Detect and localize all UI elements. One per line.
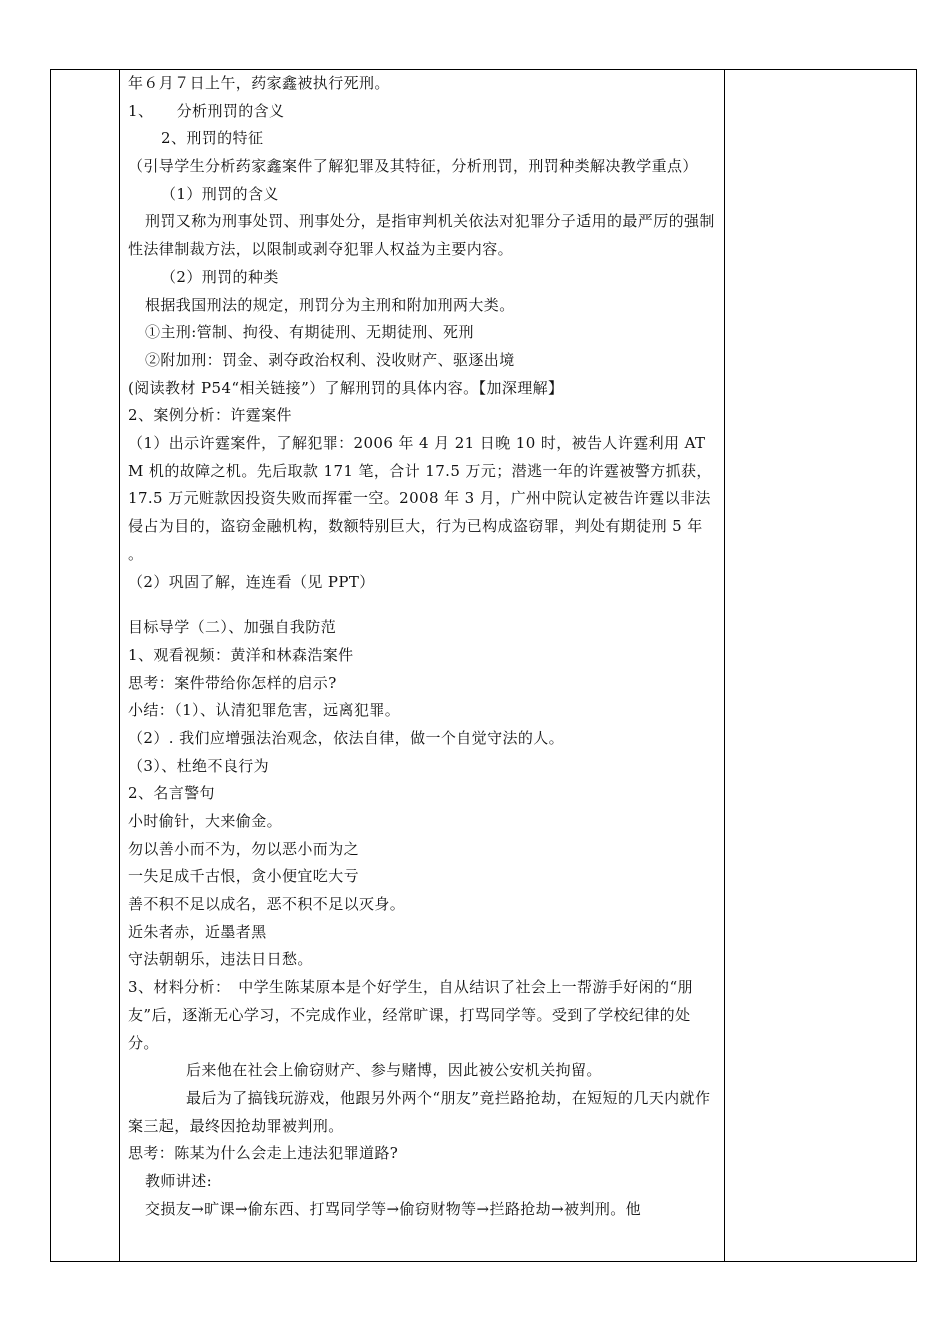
text-line: 勿以善小而不为，勿以恶小而为之 bbox=[128, 839, 360, 858]
text-line: ①主刑:管制、拘役、有期徒刑、无期徒刑、死刑 bbox=[145, 323, 474, 342]
table-column-divider-1 bbox=[119, 69, 120, 1262]
lesson-content-cell bbox=[128, 70, 724, 1223]
text-line: 年６月７日上午，药家鑫被执行死刑。 bbox=[128, 74, 390, 92]
text-line: 目标导学（二）、加强自我防范 bbox=[128, 618, 337, 637]
text-paragraph: （引导学生分析药家鑫案件了解犯罪及其特征，分析刑罚，刑罚种类解决教学重点） bbox=[128, 157, 698, 176]
text-line: 2、名言警句 bbox=[128, 784, 215, 803]
text-line: 2、刑罚的特征 bbox=[161, 129, 264, 148]
text-line: 1、 分析刑罚的含义 bbox=[128, 101, 285, 120]
text-line: （3）、杜绝不良行为 bbox=[128, 756, 270, 775]
blank-line bbox=[128, 596, 720, 614]
text-line: 守法朝朝乐，违法日日愁。 bbox=[128, 950, 313, 969]
text-line: （2）刑罚的种类 bbox=[161, 267, 279, 286]
table-right-border bbox=[916, 69, 917, 1262]
text-paragraph: （1）出示许霆案件，了解犯罪：2006 年 4 月 21 日晚 10 时，被告人许霆利用 ATM 机的故障之机。先后取款 171 笔，合计 17.5 万元；潜逃一年的许霆被警方抓获， 17.5 万元赃款因投资失败而挥霍一空。2008 年 3 月，广州中院认定被告许霆以非法侵占为目的，盗窃金融机构，数额特别巨大，行为已构成盗窃罪，判处有期徒刑 5 年 。 bbox=[128, 433, 724, 563]
text-paragraph: 3、材料分析： 中学生陈某原本是个好学生，自从结识了社会上一帮游手好闲的“朋友”后，逐渐无心学习，不完成作业，经常旷课，打骂同学等。受到了学校纪律的处分。 bbox=[128, 978, 693, 1052]
text-line: 思考：陈某为什么会走上违法犯罪道路? bbox=[128, 1144, 399, 1163]
text-line: （2）. 我们应增强法治观念，依法自律，做一个自觉守法的人。 bbox=[128, 728, 565, 747]
text-line: (阅读教材 P54“相关链接”）了解刑罚的具体内容。【加深理解】 bbox=[128, 378, 564, 397]
text-line: （2）巩固了解，连连看（见 PPT） bbox=[128, 572, 375, 591]
text-line: ②附加刑：罚金、剥夺政治权利、没收财产、驱逐出境 bbox=[145, 350, 515, 369]
text-line: 一失足成千古恨，贪小便宜吃大亏 bbox=[128, 867, 360, 886]
text-line: 后来他在社会上偷窃财产、参与赌博，因此被公安机关拘留。 bbox=[186, 1061, 602, 1080]
text-line: 思考：案件带给你怎样的启示? bbox=[128, 673, 337, 692]
text-paragraph: 最后为了搞钱玩游戏，他跟另外两个“朋友”竟拦路抢劫，在短短的几天内就作案三起，最终因抢劫罪被判刑。 bbox=[128, 1088, 711, 1135]
text-line: 根据我国刑法的规定，刑罚分为主刑和附加刑两大类。 bbox=[145, 295, 515, 314]
text-line: 交损友→旷课→偷东西、打骂同学等→偷窃财物等→拦路抢劫→被判刑。他 bbox=[145, 1199, 642, 1218]
text-line: （1）刑罚的含义 bbox=[161, 184, 279, 203]
text-line: 教师讲述: bbox=[145, 1172, 213, 1191]
text-line: 近朱者赤，近墨者黑 bbox=[128, 922, 267, 941]
table-column-divider-2 bbox=[724, 69, 725, 1262]
text-paragraph: 刑罚又称为刑事处罚、刑事处分，是指审判机关依法对犯罪分子适用的最严厉的强制性法律制裁方法，以限制或剥夺犯罪人权益为主要内容。 bbox=[128, 212, 715, 259]
text-line: 小时偷针，大来偷金。 bbox=[128, 812, 283, 830]
text-line: 小结：（1）、认清犯罪危害，远离犯罪。 bbox=[128, 701, 401, 720]
text-line: 1、观看视频：黄洋和林森浩案件 bbox=[128, 645, 354, 664]
table-bottom-border bbox=[50, 1261, 917, 1262]
text-line: 善不积不足以成名，恶不积不足以灭身。 bbox=[128, 895, 406, 914]
table-left-border bbox=[50, 69, 51, 1262]
text-line: 2、案例分析：许霆案件 bbox=[128, 406, 292, 425]
